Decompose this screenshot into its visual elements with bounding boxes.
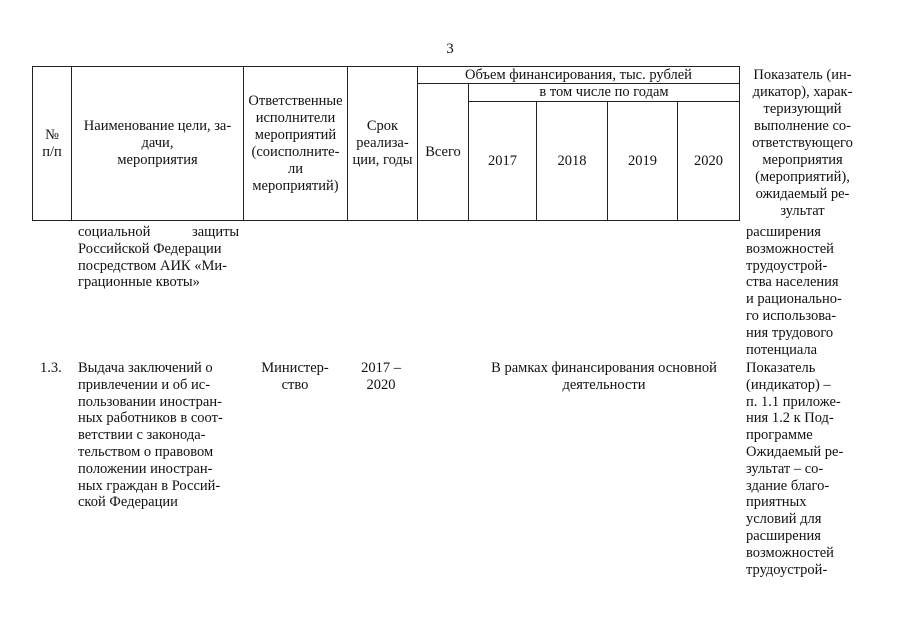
- row-1-3-responsible: Министер- ство: [261, 360, 329, 393]
- continuation-indicator: расширения возможностей трудоустрой- ства населения и рационально- го использова- ния трудового потенциала: [746, 224, 842, 358]
- header-year-2018: 2018: [557, 152, 587, 169]
- header-year-2017: 2017: [488, 152, 517, 169]
- page-number: 3: [446, 41, 454, 57]
- header-indicator: Показатель (ин- дикатор), харак- теризующий выполнение со- ответствующего мероприятия (мероприятий), ожидаемый ре- зультат: [752, 67, 853, 219]
- header-by-years: в том числе по годам: [539, 84, 669, 100]
- row-1-3-term: 2017 – 2020: [361, 360, 401, 393]
- header-year-2020: 2020: [694, 152, 723, 169]
- header-num: № п/п: [42, 126, 62, 160]
- row-1-3-name: Выдача заключений о привлечении и об ис- пользовании иностран- ных работников в соот- ветствии с законода- тельством о правовом положении иностран- ных граждан в Россий- ской Федерации: [78, 360, 223, 511]
- row-1-3-number: 1.3.: [40, 360, 62, 376]
- header-name: Наименование цели, за- дачи, мероприятия: [83, 118, 232, 168]
- header-total: Всего: [425, 143, 461, 160]
- row-1-3-funding: В рамках финансирования основной деятельности: [491, 360, 717, 393]
- continuation-name: социальной защиты Российской Федерации посредством АИК «Ми- грационные квоты»: [78, 224, 240, 291]
- header-year-2019: 2019: [628, 152, 657, 169]
- header-responsible: Ответственные исполнители мероприятий (соисполните- ли мероприятий): [248, 92, 343, 194]
- header-funding-title: Объем финансирования, тыс. рублей: [465, 66, 692, 83]
- row-1-3-indicator: Показатель (индикатор) – п. 1.1 приложе- ния 1.2 к Под- программе Ожидаемый ре- зультат – со- здание благо- приятных условий для расширения возможностей трудоустрой-: [746, 360, 844, 578]
- header-term: Срок реализа- ции, годы: [352, 118, 413, 168]
